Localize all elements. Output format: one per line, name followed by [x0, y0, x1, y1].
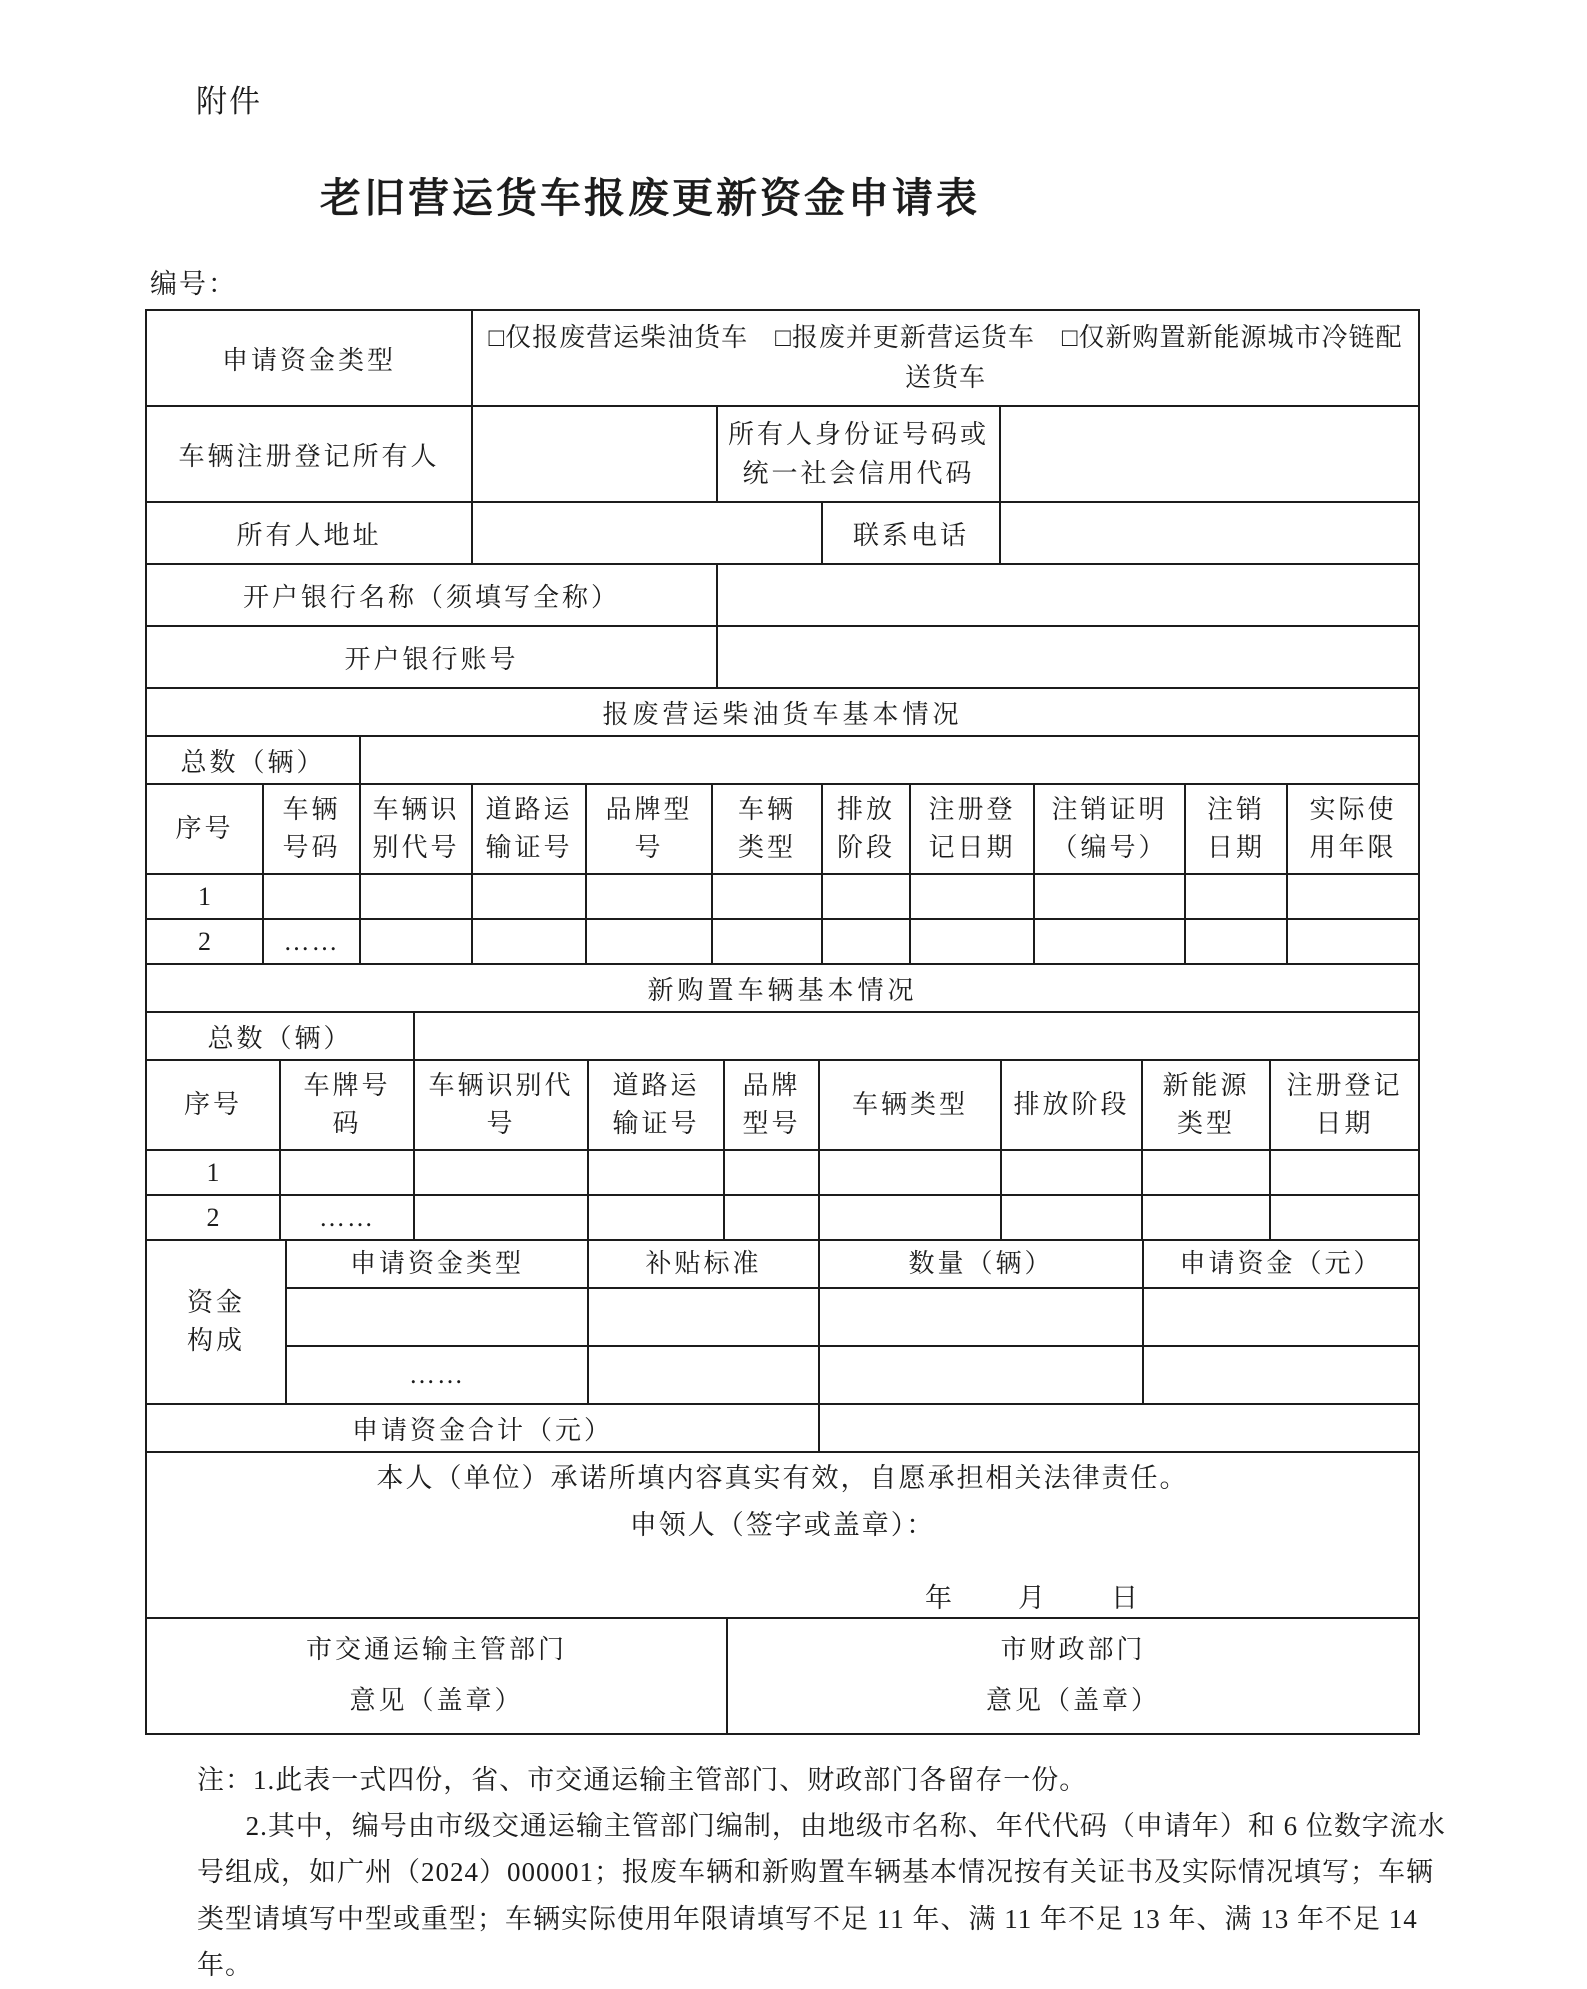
bank-account-label: 开户银行账号 — [146, 626, 717, 688]
col-header-subsidy-standard: 补贴标准 — [588, 1240, 819, 1288]
scrapped-data-row-2 — [146, 919, 1419, 964]
col-header-energy-type: 新能源类型 — [1142, 1060, 1270, 1150]
finance-approval-title: 市财政部门 — [1000, 1634, 1146, 1664]
col-header-transport-cert: 道路运输证号 — [588, 1060, 724, 1150]
new-section-title-row — [146, 964, 1419, 1012]
input-cell[interactable] — [1034, 919, 1185, 964]
input-cell[interactable] — [286, 1288, 588, 1346]
attachment-label: 附件 — [196, 84, 262, 119]
input-cell[interactable] — [1270, 1195, 1419, 1240]
new-total-label: 总数（辆） — [146, 1012, 414, 1060]
input-cell[interactable] — [472, 874, 586, 919]
owner-id-input-cell[interactable] — [1000, 406, 1419, 502]
transport-approval-title: 市交通运输主管部门 — [305, 1634, 567, 1664]
input-cell[interactable] — [819, 1150, 1001, 1195]
fund-composition-table — [145, 1239, 1420, 1453]
finance-approval-stamp-label: 意见（盖章） — [985, 1685, 1160, 1715]
input-cell[interactable] — [586, 874, 712, 919]
scrapped-section-title: 报废营运柴油货车基本情况 — [146, 688, 1419, 736]
scrapped-total-row — [146, 736, 1419, 784]
finance-approval-cell[interactable] — [727, 1618, 1419, 1734]
col-header-seq: 序号 — [146, 784, 263, 874]
new-header-row — [146, 1060, 1419, 1150]
phone-input-cell[interactable] — [1000, 502, 1419, 564]
serial-number-label: 编号： — [150, 269, 237, 299]
input-cell[interactable] — [1142, 1195, 1270, 1240]
input-cell[interactable] — [1142, 1150, 1270, 1195]
fund-type-row — [146, 310, 1419, 406]
input-cell[interactable] — [819, 1288, 1143, 1346]
ellipsis-cell: …… — [286, 1346, 588, 1404]
new-section-title: 新购置车辆基本情况 — [146, 964, 1419, 1012]
col-header-cancellation-date: 注销日期 — [1185, 784, 1287, 874]
col-header-fund-type: 申请资金类型 — [286, 1240, 588, 1288]
applicant-info-table — [145, 309, 1420, 689]
declaration-cell — [146, 1452, 1419, 1618]
input-cell[interactable] — [472, 919, 586, 964]
ellipsis-cell: …… — [280, 1195, 414, 1240]
scrapped-data-row-1 — [146, 874, 1419, 919]
fund-data-row-2 — [146, 1346, 1419, 1404]
col-header-registration-date: 注册登记日期 — [910, 784, 1034, 874]
transport-approval-stamp-label: 意见（盖章） — [349, 1685, 524, 1715]
ellipsis-cell: …… — [263, 919, 360, 964]
owner-input-cell[interactable] — [472, 406, 717, 502]
new-data-row-2 — [146, 1195, 1419, 1240]
row-number: 1 — [146, 874, 263, 919]
col-header-registration-date: 注册登记日期 — [1270, 1060, 1419, 1150]
scrapped-header-row — [146, 784, 1419, 874]
col-header-plate-number: 车牌号码 — [280, 1060, 414, 1150]
col-header-vin: 车辆识别代号 — [360, 784, 472, 874]
col-header-vehicle-type: 车辆类型 — [819, 1060, 1001, 1150]
input-cell[interactable] — [1001, 1195, 1142, 1240]
input-cell[interactable] — [910, 874, 1034, 919]
input-cell[interactable] — [822, 919, 910, 964]
input-cell[interactable] — [819, 1346, 1143, 1404]
input-cell[interactable] — [822, 874, 910, 919]
phone-label: 联系电话 — [822, 502, 1000, 564]
declaration-date-line[interactable]: 年 月 日 — [925, 1582, 1142, 1613]
bank-name-row — [146, 564, 1419, 626]
declaration-row — [146, 1452, 1419, 1618]
input-cell[interactable] — [724, 1150, 819, 1195]
input-cell[interactable] — [1034, 874, 1185, 919]
scrapped-trucks-table — [145, 687, 1420, 965]
footnote-2: 2.其中，编号由市级交通运输主管部门编制，由地级市名称、年代代码（申请年）和 6 位数字流水号组成，如广州（2024）000001；报废车辆和新购置车辆基本情况按有关证书及实际情况填写；车辆类型请填写中型或重型；车辆实际使用年限请填写不足 11 年、满 11 年不足 13 年、满 13 年不足 14 年。 — [197, 1810, 1446, 1981]
input-cell[interactable] — [588, 1288, 819, 1346]
input-cell[interactable] — [414, 1195, 588, 1240]
declaration-table — [145, 1451, 1420, 1619]
col-header-vehicle-number: 车辆号码 — [263, 784, 360, 874]
fund-total-input-cell[interactable] — [819, 1404, 1419, 1452]
col-header-emission-stage: 排放阶段 — [1001, 1060, 1142, 1150]
col-header-vin: 车辆识别代号 — [414, 1060, 588, 1150]
col-header-vehicle-type: 车辆类型 — [712, 784, 822, 874]
input-cell[interactable] — [712, 874, 822, 919]
col-header-brand-model: 品牌型号 — [586, 784, 712, 874]
fund-total-row — [146, 1404, 1419, 1452]
scrapped-section-title-row — [146, 688, 1419, 736]
input-cell[interactable] — [588, 1150, 724, 1195]
input-cell[interactable] — [360, 919, 472, 964]
approval-row — [146, 1618, 1419, 1734]
input-cell[interactable] — [1185, 874, 1287, 919]
fund-group-label: 资金构成 — [146, 1240, 286, 1404]
input-cell[interactable] — [712, 919, 822, 964]
input-cell[interactable] — [910, 919, 1034, 964]
input-cell[interactable] — [1287, 919, 1419, 964]
owner-label: 车辆注册登记所有人 — [146, 406, 472, 502]
address-input-cell[interactable] — [472, 502, 822, 564]
input-cell[interactable] — [280, 1150, 414, 1195]
col-header-emission-stage: 排放阶段 — [822, 784, 910, 874]
fund-type-label: 申请资金类型 — [146, 310, 472, 406]
fund-data-row-1 — [146, 1288, 1419, 1346]
col-header-transport-cert: 道路运输证号 — [472, 784, 586, 874]
input-cell[interactable] — [724, 1195, 819, 1240]
col-header-service-years: 实际使用年限 — [1287, 784, 1419, 874]
input-cell[interactable] — [414, 1150, 588, 1195]
fund-total-label: 申请资金合计（元） — [146, 1404, 819, 1452]
bank-name-label: 开户银行名称（须填写全称） — [146, 564, 717, 626]
owner-id-label — [717, 406, 1000, 502]
footnotes — [197, 1757, 1449, 1989]
input-cell[interactable] — [1287, 874, 1419, 919]
scrapped-total-label: 总数（辆） — [146, 736, 360, 784]
input-cell[interactable] — [588, 1346, 819, 1404]
fund-type-checkbox-options[interactable]: □仅报废营运柴油货车 □报废并更新营运货车 □仅新购置新能源城市冷链配送货车 — [472, 310, 1419, 406]
owner-id-label-text: 所有人身份证号码或统一社会信用代码 — [727, 420, 989, 488]
row-number: 1 — [146, 1150, 280, 1195]
input-cell[interactable] — [819, 1195, 1001, 1240]
page-title: 老旧营运货车报废更新资金申请表 — [320, 175, 980, 221]
row-number: 2 — [146, 1195, 280, 1240]
input-cell[interactable] — [1143, 1346, 1419, 1404]
input-cell[interactable] — [360, 874, 472, 919]
scrapped-total-input-cell[interactable] — [360, 736, 1419, 784]
input-cell[interactable] — [586, 919, 712, 964]
input-cell[interactable] — [263, 874, 360, 919]
col-header-quantity: 数量（辆） — [819, 1240, 1143, 1288]
col-header-applied-amount: 申请资金（元） — [1143, 1240, 1419, 1288]
transport-approval-cell[interactable] — [146, 1618, 727, 1734]
footnote-1: 注：1.此表一式四份，省、市交通运输主管部门、财政部门各留存一份。 — [197, 1764, 1088, 1795]
col-header-seq: 序号 — [146, 1060, 280, 1150]
input-cell[interactable] — [1001, 1150, 1142, 1195]
new-total-row — [146, 1012, 1419, 1060]
approval-table — [145, 1617, 1420, 1735]
address-row — [146, 502, 1419, 564]
col-header-cancellation-cert: 注销证明（编号） — [1034, 784, 1185, 874]
new-total-input-cell[interactable] — [414, 1012, 1419, 1060]
declaration-statement: 本人（单位）承诺所填内容真实有效，自愿承担相关法律责任。 — [376, 1463, 1189, 1493]
declaration-signer-label[interactable]: 申领人（签字或盖章）： — [629, 1510, 936, 1541]
row-number: 2 — [146, 919, 263, 964]
input-cell[interactable] — [1270, 1150, 1419, 1195]
fund-header-row — [146, 1240, 1419, 1288]
address-label: 所有人地址 — [146, 502, 472, 564]
input-cell[interactable] — [1185, 919, 1287, 964]
bank-name-input-cell[interactable] — [717, 564, 1419, 626]
input-cell[interactable] — [588, 1195, 724, 1240]
owner-row — [146, 406, 1419, 502]
col-header-brand-model: 品牌型号 — [724, 1060, 819, 1150]
input-cell[interactable] — [1143, 1288, 1419, 1346]
bank-account-input-cell[interactable] — [717, 626, 1419, 688]
new-data-row-1 — [146, 1150, 1419, 1195]
bank-account-row — [146, 626, 1419, 688]
new-vehicles-table — [145, 963, 1420, 1241]
